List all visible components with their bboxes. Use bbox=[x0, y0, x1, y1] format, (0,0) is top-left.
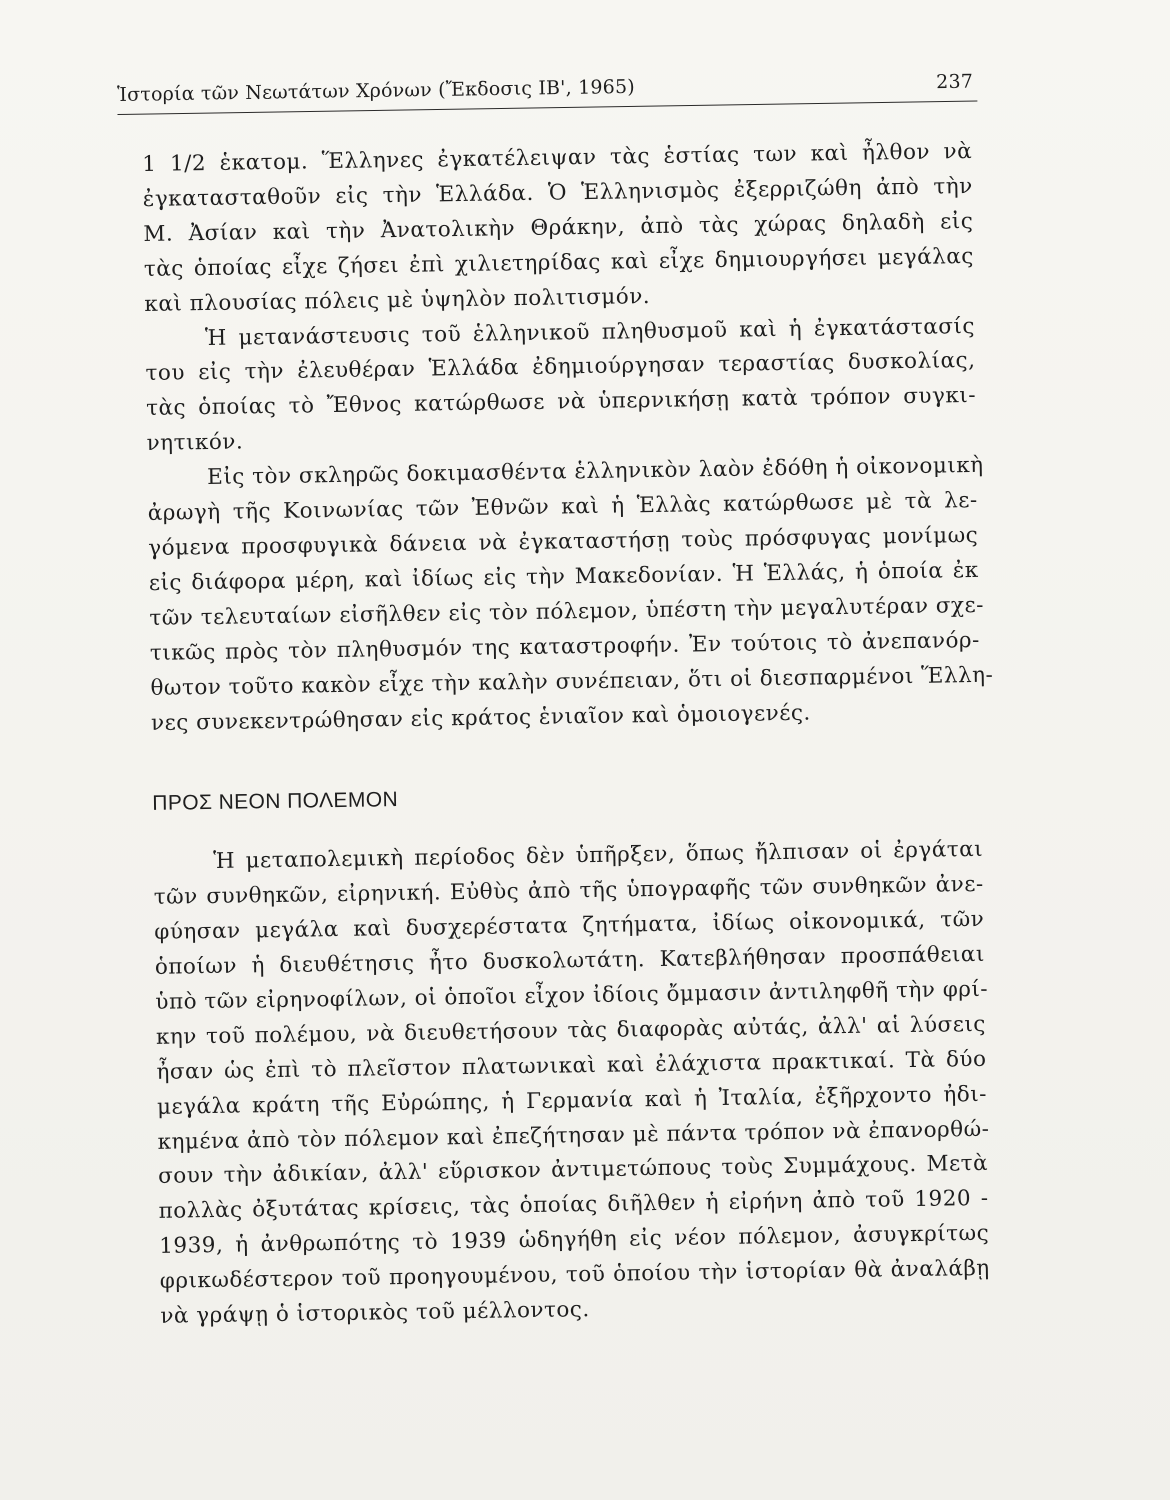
text-line: κημένα ἀπὸ τὸν πόλεμον καὶ ἐπεζήτησαν μὲ πάντα τρόπον νὰ ἐπανορθώ- bbox=[157, 1116, 990, 1155]
text-line: Ἡ μεταπολεμικὴ περίοδος δὲν ὑπῆρξεν, ὅπως ἤλπισαν οἱ ἐργάται bbox=[213, 837, 984, 875]
text-line: τῶν τελευταίων εἰσῆλθεν εἰς τὸν πόλεμον, ὑπέστη τὴν μεγαλυτέραν σχε- bbox=[149, 592, 985, 631]
text-line: τῶν συνθηκῶν, εἰρηνική. Εὐθὺς ἀπὸ τῆς ὑπογραφῆς τῶν συνθηκῶν ἀνε- bbox=[153, 872, 984, 911]
text-line: φύησαν μεγάλα καὶ δυσχερέστατα ζητήματα, ἰδίως οἰκονομικά, τῶν bbox=[154, 906, 985, 946]
page-header bbox=[117, 70, 977, 115]
page-number: 237 bbox=[936, 70, 974, 94]
text-line: τὰς ὁποίας εἶχε ζήσει ἐπὶ χιλιετηρίδας καὶ εἶχε δημιουργήσει μεγάλας bbox=[143, 243, 974, 282]
text-line: τικῶς πρὸς τὸν πληθυσμόν της καταστροφήν. Ἐν τούτοις τὸ ἀνεπανόρ- bbox=[149, 627, 981, 666]
text-line: ἐγκατασταθοῦν εἰς τὴν Ἑλλάδα. Ὁ Ἑλληνισμὸς ἐξερριζώθη ἀπὸ τὴν bbox=[142, 173, 973, 212]
text-line: Ἡ μετανάστευσις τοῦ ἑλληνικοῦ πληθυσμοῦ καὶ ἡ ἐγκατάστασίς bbox=[204, 313, 976, 351]
text-line: μεγάλα κράτη τῆς Εὐρώπης, ἡ Γερμανία καὶ ἡ Ἰταλία, ἐξῆρχοντο ἠδι- bbox=[156, 1081, 988, 1120]
text-line: καὶ πλουσίας πόλεις μὲ ὑψηλὸν πολιτισμόν. bbox=[144, 283, 651, 317]
text-line: 1939, ἡ ἀνθρωπότης τὸ 1939 ὡδηγήθη εἰς νέον πόλεμον, ἀσυγκρίτως bbox=[159, 1221, 990, 1260]
text-line: ὑπὸ τῶν εἰρηνοφίλων, οἱ ὁποῖοι εἶχον ἰδίοις ὄμμασιν ἀντιληφθῆ τὴν φρί- bbox=[155, 976, 989, 1015]
text-line: σουν τὴν ἀδικίαν, ἀλλ' εὕρισκον ἀντιμετώπους τοὺς Συμμάχους. Μετὰ bbox=[157, 1151, 989, 1190]
text-line: νὰ γράψῃ ὁ ἱστορικὸς τοῦ μέλλοντος. bbox=[160, 1297, 590, 1329]
text-line: εἰς διάφορα μέρη, καὶ ἰδίως εἰς τὴν Μακεδονίαν. Ἡ Ἑλλάς, ἡ ὁποία ἐκ bbox=[148, 557, 979, 596]
text-line: γόμενα προσφυγικὰ δάνεια νὰ ἐγκαταστήσῃ τοὺς πρόσφυγας μονίμως bbox=[148, 522, 979, 561]
header-rule bbox=[117, 70, 977, 115]
text-line: Εἰς τὸν σκληρῶς δοκιμασθέντα ἑλληνικὸν λαὸν ἐδόθη ἡ οἰκονομικὴ bbox=[206, 452, 984, 491]
text-line: τὰς ὁποίας τὸ Ἔθνος κατώρθωσε νὰ ὑπερνικήσῃ κατὰ τρόπον συγκι- bbox=[145, 383, 977, 422]
text-line: πολλὰς ὀξυτάτας κρίσεις, τὰς ὁποίας διῆλθεν ἡ εἰρήνη ἀπὸ τοῦ 1920 - bbox=[158, 1186, 989, 1225]
text-line: ἦσαν ὡς ἐπὶ τὸ πλεῖστον πλατωνικαὶ καὶ ἐλάχιστα πρακτικαί. Τὰ δύο bbox=[156, 1046, 987, 1085]
section-heading: ΠΡΟΣ ΝΕΟΝ ΠΟΛΕΜΟΝ bbox=[152, 788, 399, 816]
text-line: 1 1/2 ἑκατομ. Ἕλληνες ἐγκατέλειψαν τὰς ἑστίας των καὶ ἦλθον νὰ bbox=[142, 138, 973, 177]
text-line: νητικόν. bbox=[146, 429, 244, 457]
text-line: νες συνεκεντρώθησαν εἰς κράτος ἑνιαῖον καὶ ὁμοιογενές. bbox=[150, 700, 811, 736]
text-line: κην τοῦ πολέμου, νὰ διευθετήσουν τὰς διαφορὰς αὐτάς, ἀλλ' αἱ λύσεις bbox=[155, 1011, 987, 1050]
body-text bbox=[142, 135, 994, 1335]
text-line: ὁποίων ἡ διευθέτησις ἦτο δυσκολωτάτη. Κατεβλήθησαν προσπάθειαι bbox=[154, 941, 985, 980]
text-line: ἀρωγὴ τῆς Κοινωνίας τῶν Ἐθνῶν καὶ ἡ Ἑλλὰς κατώρθωσε μὲ τὰ λε- bbox=[147, 487, 978, 527]
text-line: θωτον τοῦτο κακὸν εἶχε τὴν καλὴν συνέπειαν, ὅτι οἱ διεσπαρμένοι Ἕλλη- bbox=[150, 662, 994, 701]
text-line: Μ. Ἀσίαν καὶ τὴν Ἀνατολικὴν Θράκην, ἀπὸ τὰς χώρας δηλαδὴ εἰς bbox=[143, 208, 974, 247]
text-line: του εἰς τὴν ἐλευθέραν Ἑλλάδα ἐδημιούργησαν τεραστίας δυσκολίας, bbox=[145, 348, 976, 387]
running-title: Ἱστορία τῶν Νεωτάτων Χρόνων (Ἔκδοσις ΙΒ', 1965) bbox=[117, 75, 636, 106]
text-line: φρικωδέστερον τοῦ προηγουμένου, τοῦ ὁποίου τὴν ἱστορίαν θὰ ἀναλάβῃ bbox=[159, 1256, 990, 1295]
